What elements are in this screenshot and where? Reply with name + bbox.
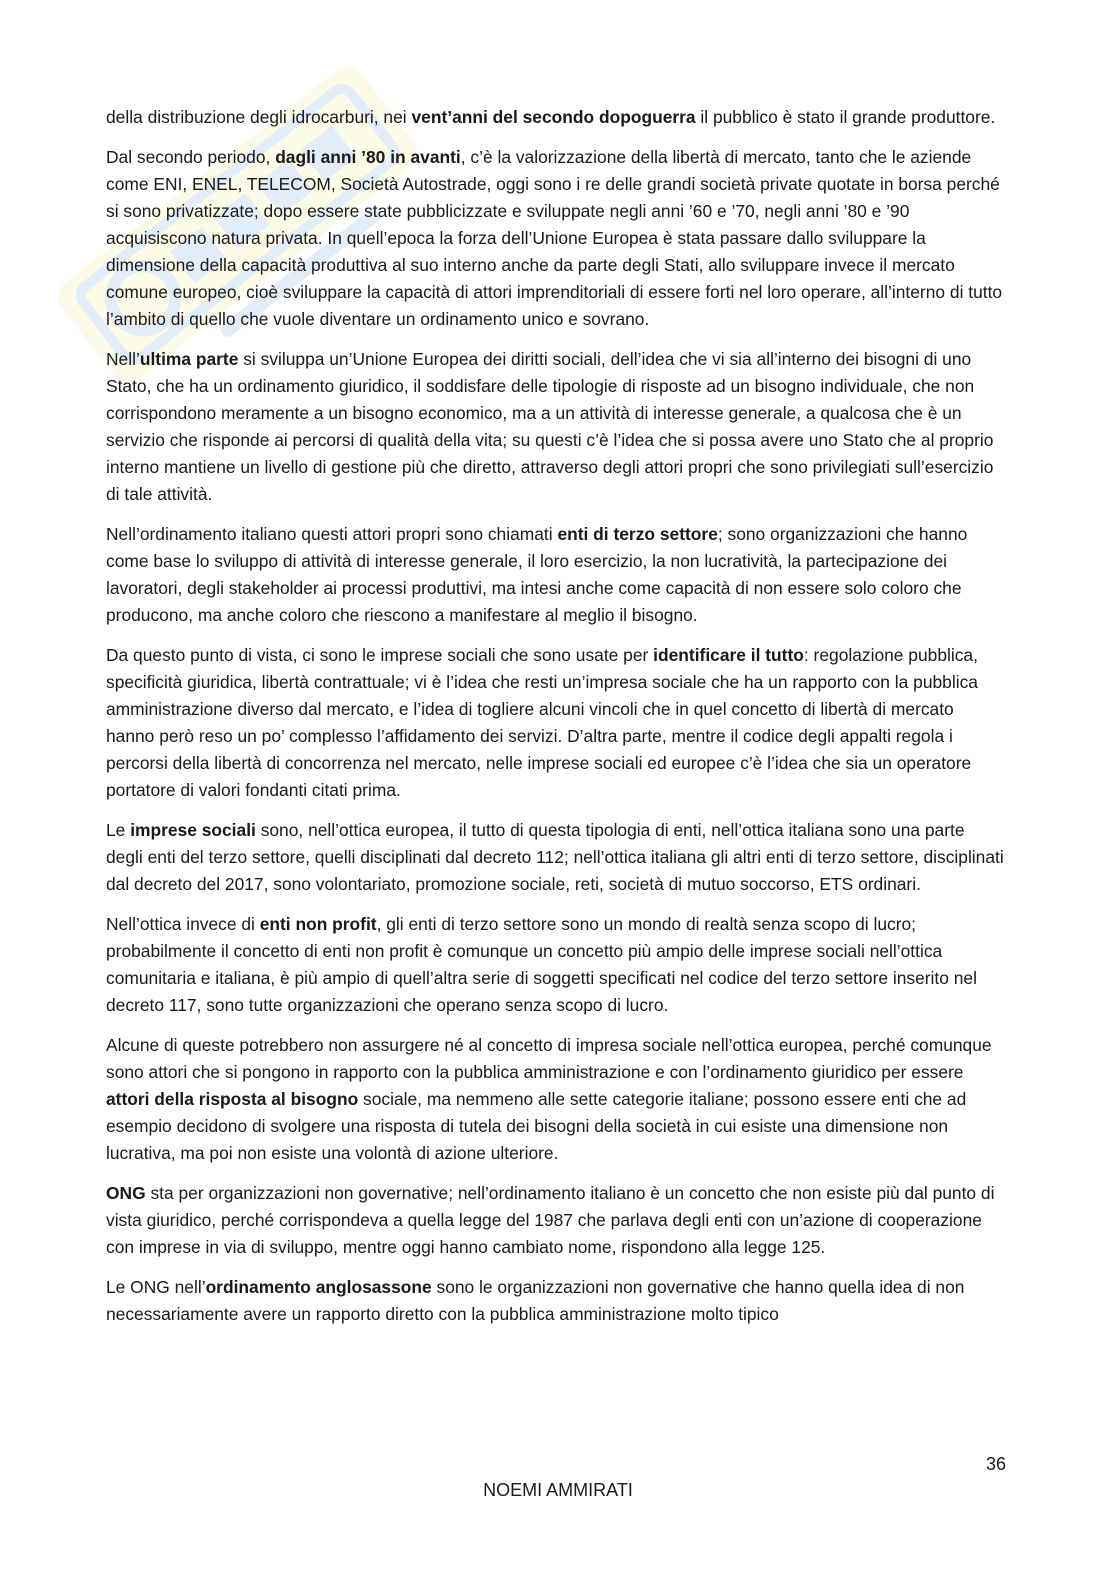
text-run: Nell’ [106, 349, 140, 369]
text-run: sociale, ma nemmeno alle sette categorie italiane; possono essere enti che ad esempio decidono di svolgere una risposta di tutela dei bisogni della società in cui esiste una dimensione non lucrativa, ma poi non esiste una volontà di azione ulteriore. [106, 1089, 967, 1163]
paragraph [106, 911, 1006, 1019]
document-body [106, 104, 1006, 1341]
paragraph [106, 144, 1006, 333]
paragraph [106, 346, 1006, 508]
bold-text: vent’anni del secondo dopoguerra [411, 107, 696, 127]
paragraph [106, 642, 1006, 804]
text-run: della distribuzione degli idrocarburi, nei [106, 107, 412, 127]
page-number: 36 [985, 1454, 1006, 1474]
text-run: sono, nell’ottica europea, il tutto di questa tipologia di enti, nell’ottica italiana sono una parte degli enti del terzo settore, quelli disciplinati dal decreto 112; nell’ottica italiana gli altri enti di terzo settore, disciplinati dal decreto del 2017, sono volontariato, promozione sociale, reti, società di mutuo soccorso, ETS ordinari. [106, 820, 1004, 894]
text-run: il pubblico è stato il grande produttore. [695, 107, 996, 127]
text-run: Nell’ordinamento italiano questi attori propri sono chiamati [106, 524, 558, 544]
text-run: si sviluppa un’Unione Europea dei diritti sociali, dell’idea che vi sia all’interno dei bisogni di uno Stato, che ha un ordinamento giuridico, il soddisfare delle tipologie di risposte ad un bisogno individuale, che non corrispondono meramente a un bisogno economico, ma a un attività di interesse generale, a qualcosa che è un servizio che risponde ai percorsi di qualità della vita; su questi c’è l’idea che si possa avere uno Stato che al proprio interno mantiene un livello di gestione più che diretto, attraverso degli attori propri che sono privilegiati sull’esercizio di tale attività. [106, 349, 994, 504]
paragraph [106, 817, 1006, 898]
text-run: : regolazione pubblica, specificità giuridica, libertà contrattuale; vi è l’idea che resti un’impresa sociale che ha un rapporto con la pubblica amministrazione diverso dal mercato, e l’idea di togliere alcuni vincoli che in quel concetto di libertà di mercato hanno però reso un po’ complesso l’affidamento dei servizi. D’altra parte, mentre il codice degli appalti regola i percorsi della libertà di concorrenza nel mercato, nelle imprese sociali ed europee c’è l’idea che sia un operatore portatore di valori fondanti citati prima. [106, 645, 978, 800]
paragraph [106, 521, 1006, 629]
text-run: Alcune di queste potrebbero non assurgere né al concetto di impresa sociale nell’ottica europea, perché comunque sono attori che si pongono in rapporto con la pubblica amministrazione e con l’ordinamento giuridico per essere [106, 1035, 992, 1082]
text-run: Da questo punto di vista, ci sono le imprese sociali che sono usate per [106, 645, 654, 665]
bold-text: dagli anni ’80 in avanti [275, 147, 461, 167]
text-run: Le [106, 820, 131, 840]
text-run: sta per organizzazioni non governative; nell’ordinamento italiano è un concetto che non esiste più dal punto di vista giuridico, perché corrispondeva a quella legge del 1987 che parlava degli enti con un’azione di cooperazione con imprese in via di sviluppo, mentre oggi hanno cambiato nome, rispondono alla legge 125. [106, 1183, 995, 1257]
bold-text: enti non profit [259, 914, 377, 934]
paragraph [106, 1180, 1006, 1261]
bold-text: imprese sociali [130, 820, 256, 840]
text-run: Nell’ottica invece di [106, 914, 260, 934]
bold-text: ultima parte [139, 349, 239, 369]
text-run: , gli enti di terzo settore sono un mondo di realtà senza scopo di lucro; probabilmente il concetto di enti non profit è comunque un concetto più ampio delle imprese sociali nell’ottica comunitaria e italiana, è più ampio di quell’altra serie di soggetti specificati nel codice del terzo settore inserito nel decreto 117, sono tutte organizzazioni che operano senza scopo di lucro. [106, 914, 977, 1015]
bold-text: ordinamento anglosassone [205, 1277, 432, 1297]
text-run: Dal secondo periodo, [106, 147, 276, 167]
paragraph [106, 1274, 1006, 1328]
bold-text: enti di terzo settore [557, 524, 718, 544]
bold-text: attori della risposta al bisogno [106, 1089, 359, 1109]
paragraph [106, 104, 1006, 131]
paragraph [106, 1032, 1006, 1167]
text-run: sono le organizzazioni non governative che hanno quella idea di non necessariamente avere un rapporto diretto con la pubblica amministrazione molto tipico [106, 1277, 965, 1324]
footer-author: NOEMI AMMIRATI [483, 1480, 633, 1500]
bold-text: ONG [106, 1183, 146, 1203]
bold-text: identificare il tutto [653, 645, 804, 665]
text-run: ; sono organizzazioni che hanno come base lo sviluppo di attività di interesse generale, il loro esercizio, la non lucratività, la partecipazione dei lavoratori, degli stakeholder ai processi produttivi, ma intesi anche come capacità di non essere solo coloro che producono, ma anche coloro che riescono a manifestare al meglio il bisogno. [106, 524, 968, 625]
text-run: , c’è la valorizzazione della libertà di mercato, tanto che le aziende come ENI, ENEL, TELECOM, Società Autostrade, oggi sono i re delle grandi società private quotate in borsa perché si sono privatizzate; dopo essere state pubblicizzate e sviluppate negli anni ’60 e ’70, negli anni ’80 e ’90 acquisiscono natura privata. In quell’epoca la forza dell’Unione Europea è stata passare dallo sviluppare la dimensione della capacità produttiva al suo interno anche da parte degli Stati, allo sviluppare invece il mercato comune europeo, cioè sviluppare la capacità di attori imprenditoriali di essere forti nel loro operare, all’interno di tutto l’ambito di quello che vuole diventare un ordinamento unico e sovrano. [106, 147, 1003, 329]
text-run: Le ONG nell’ [106, 1277, 206, 1297]
